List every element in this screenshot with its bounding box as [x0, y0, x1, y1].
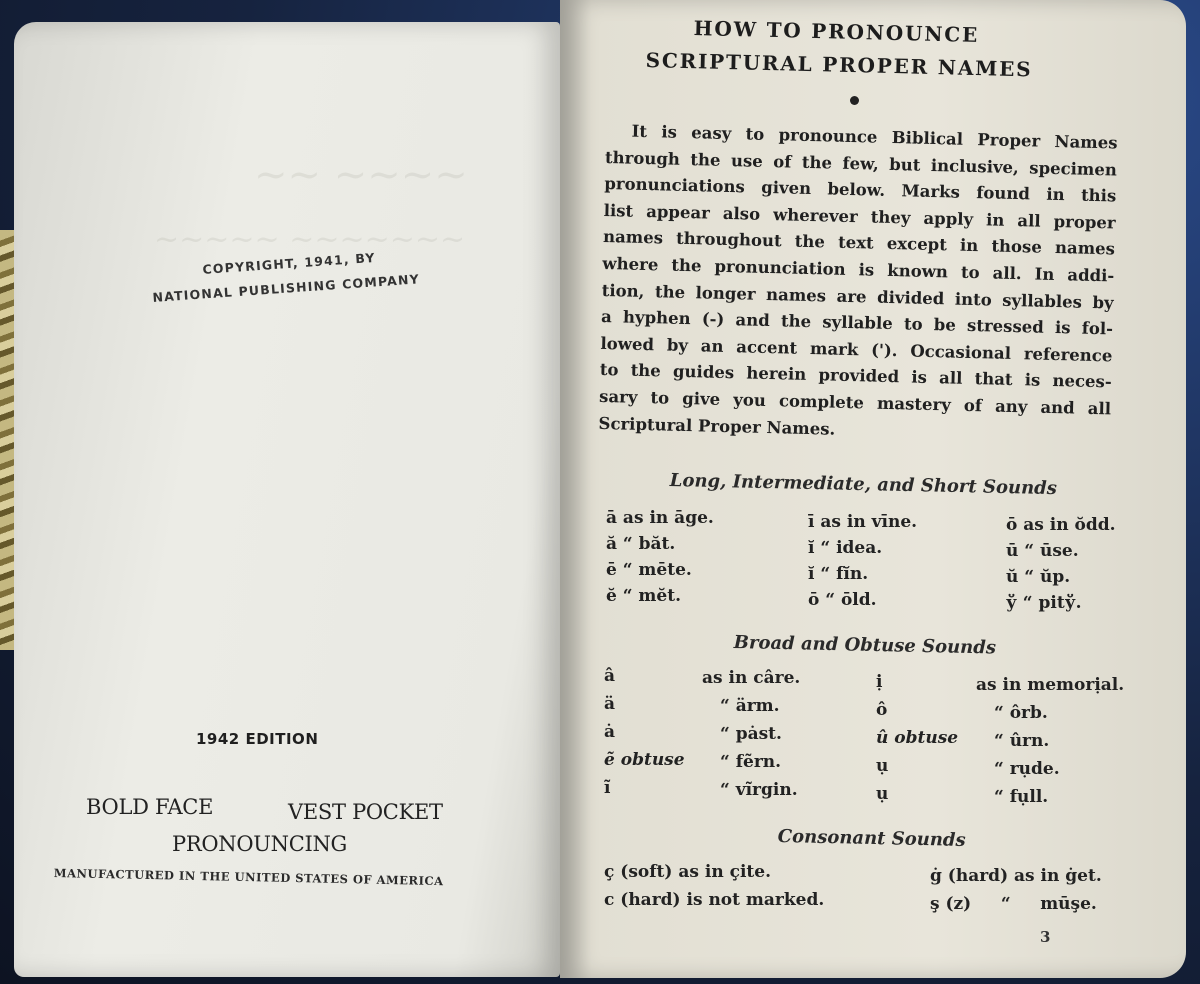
intro-line: list appear also wherever they apply in all proper	[603, 200, 1116, 233]
intro-line: sary to give you complete mastery of any and all	[598, 386, 1112, 419]
bleed-through-text: ~~ ~~~~	[254, 152, 468, 198]
sound-symbol: â	[604, 666, 616, 686]
sound-cell: ă “ băt.	[606, 534, 676, 554]
page-number: 3	[1040, 928, 1051, 946]
intro-line: Scriptural Proper Names.	[598, 413, 836, 439]
intro-line: pronunciations given below. Marks found in this	[604, 174, 1117, 206]
intro-line: lowed by an accent mark ('). Occasional reference	[600, 333, 1113, 366]
intro-paragraph	[598, 118, 1118, 450]
intro-line: where the pronunciation is known to all. In addi-	[602, 253, 1115, 286]
section-title-long-sounds: Long, Intermediate, and Short Sounds	[669, 470, 1058, 500]
page-title-line-2: SCRIPTURAL PROPER NAMES	[645, 48, 1033, 82]
sound-cell: ō as in ŏdd.	[1006, 515, 1116, 535]
vest-pocket-label: VEST POCKET	[288, 800, 443, 824]
sound-example: “ pȧst.	[720, 724, 782, 744]
sound-cell: ā as in āge.	[606, 508, 714, 528]
intro-line: to the guides herein provided is all that is neces-	[599, 360, 1112, 392]
sound-example: “ ûrn.	[994, 731, 1050, 751]
sound-cell: ē “ mēte.	[606, 560, 692, 580]
sound-symbol: ụ	[876, 784, 889, 804]
intro-line: names throughout the text except in those names	[602, 227, 1116, 259]
bold-face-label: BOLD FACE	[86, 795, 214, 819]
sound-example: as in memorịal.	[976, 675, 1125, 695]
sound-cell: ū “ ūse.	[1006, 541, 1079, 561]
page-title-line-1: HOW TO PRONOUNCE	[693, 16, 980, 47]
section-title-consonant-sounds: Consonant Sounds	[777, 826, 966, 851]
sound-cell: ī as in vīne.	[808, 512, 918, 532]
bleed-through-text: ~~~~~ ~~~~~~~	[154, 222, 466, 257]
sound-cell: ō “ ōld.	[808, 590, 877, 610]
section-title-broad-sounds: Broad and Obtuse Sounds	[733, 632, 997, 659]
intro-line: It is easy to pronounce Biblical Proper Names	[631, 121, 1118, 153]
sound-example: “ rụde.	[994, 759, 1060, 779]
sound-example: “ fụll.	[994, 787, 1049, 807]
consonant-cell: ç (soft) as in çite.	[604, 862, 771, 882]
sound-cell: ў “ pitў.	[1006, 593, 1082, 613]
consonant-cell: ş (z) “ mūşe.	[930, 894, 1097, 914]
sound-symbol: û obtuse	[876, 728, 959, 748]
sound-example: as in câre.	[702, 668, 801, 688]
sound-symbol: ụ	[876, 756, 889, 776]
sound-symbol: ĩ	[604, 778, 611, 798]
consonant-cell: c (hard) is not marked.	[604, 890, 825, 910]
intro-line: a hyphen (-) and the syllable to be stressed is fol-	[600, 307, 1114, 339]
intro-line: through the use of the few, but inclusive, specimen	[604, 147, 1118, 180]
copyright-line-1: COPYRIGHT, 1941, BY	[202, 249, 377, 277]
sound-example: “ ôrb.	[994, 703, 1048, 723]
sound-symbol: ẽ obtuse	[604, 750, 685, 770]
sound-example: “ ärm.	[720, 696, 780, 716]
sound-symbol: ị	[876, 672, 883, 692]
pronouncing-label: PRONOUNCING	[172, 832, 348, 856]
title-bullet	[850, 96, 859, 105]
sound-symbol: ȧ	[604, 722, 616, 742]
consonant-cell: ġ (hard) as in ġet.	[930, 866, 1102, 886]
edition-label: 1942 EDITION	[196, 730, 319, 748]
manufactured-line: MANUFACTURED IN THE UNITED STATES OF AMERICA	[53, 866, 444, 889]
intro-line: tion, the longer names are divided into syllables by	[601, 280, 1114, 313]
sound-example: “ vĩrgin.	[720, 780, 798, 800]
copyright-line-2: NATIONAL PUBLISHING COMPANY	[152, 271, 421, 305]
sound-cell: ĕ “ mĕt.	[606, 586, 682, 606]
sound-symbol: ô	[876, 700, 888, 720]
sound-cell: ĭ “ idea.	[808, 538, 883, 558]
sound-cell: ŭ “ ŭp.	[1006, 567, 1071, 587]
sound-symbol: ä	[604, 694, 616, 714]
sound-cell: ĭ “ fĭn.	[808, 564, 869, 584]
sound-example: “ fẽrn.	[720, 752, 782, 772]
